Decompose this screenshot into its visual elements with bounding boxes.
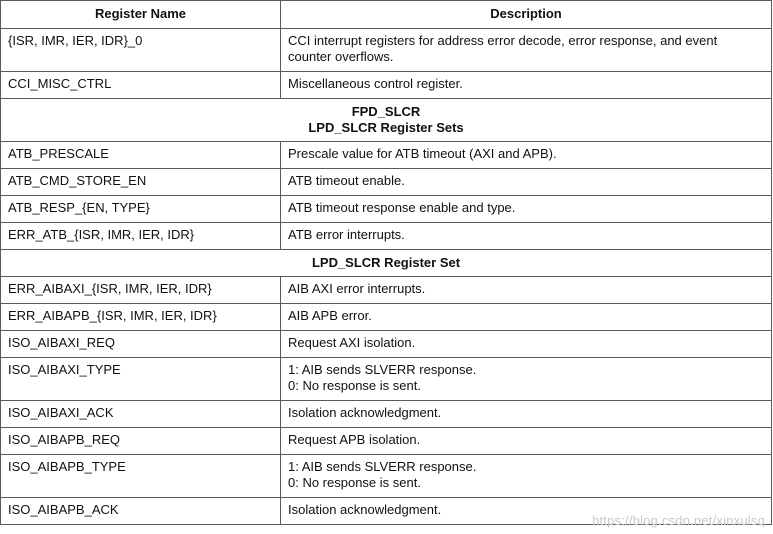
description-cell xyxy=(281,277,772,304)
description-cell xyxy=(281,196,772,223)
description-cell xyxy=(281,169,772,196)
description-line: 1: AIB sends SLVERR response. xyxy=(288,459,477,474)
description-line: 0: No response is sent. xyxy=(288,378,421,393)
register-name-cell: ERR_ATB_{ISR, IMR, IER, IDR} xyxy=(1,223,281,250)
description-cell xyxy=(281,142,772,169)
header-description: Description xyxy=(281,1,772,29)
register-name-cell: ISO_AIBAPB_ACK xyxy=(1,498,281,525)
description-line: 0: No response is sent. xyxy=(288,475,421,490)
description-line: AIB APB error. xyxy=(288,308,372,323)
description-cell xyxy=(281,304,772,331)
description-line: Miscellaneous control register. xyxy=(288,76,463,91)
description-line: Prescale value for ATB timeout (AXI and APB). xyxy=(288,146,557,161)
section-title-line: FPD_SLCR xyxy=(351,104,421,119)
table-row xyxy=(1,358,772,401)
description-cell xyxy=(281,331,772,358)
section-title xyxy=(1,99,772,142)
table-row xyxy=(1,455,772,498)
section-header-row xyxy=(1,99,772,142)
register-name-cell: ERR_AIBAPB_{ISR, IMR, IER, IDR} xyxy=(1,304,281,331)
description-cell xyxy=(281,401,772,428)
table-body xyxy=(1,29,772,525)
register-name-cell: ATB_CMD_STORE_EN xyxy=(1,169,281,196)
section-title xyxy=(1,250,772,277)
section-title-line: LPD_SLCR Register Set xyxy=(311,255,461,270)
table-row xyxy=(1,169,772,196)
table-row xyxy=(1,331,772,358)
header-register-name: Register Name xyxy=(1,1,281,29)
register-name-cell: ATB_RESP_{EN, TYPE} xyxy=(1,196,281,223)
register-name-cell: CCI_MISC_CTRL xyxy=(1,72,281,99)
description-line: Isolation acknowledgment. xyxy=(288,502,442,517)
watermark: https://blog.csdn.net/xinxulsq xyxy=(592,513,765,528)
table-row xyxy=(1,72,772,99)
description-cell xyxy=(281,428,772,455)
description-line: 1: AIB sends SLVERR response. xyxy=(288,362,477,377)
description-line: AIB AXI error interrupts. xyxy=(288,281,426,296)
description-cell xyxy=(281,72,772,99)
register-name-cell: {ISR, IMR, IER, IDR}_0 xyxy=(1,29,281,72)
description-line: ATB error interrupts. xyxy=(288,227,405,242)
register-name-cell: ISO_AIBAPB_TYPE xyxy=(1,455,281,498)
table-row xyxy=(1,428,772,455)
register-name-cell: ERR_AIBAXI_{ISR, IMR, IER, IDR} xyxy=(1,277,281,304)
register-name-cell: ISO_AIBAXI_REQ xyxy=(1,331,281,358)
description-cell xyxy=(281,223,772,250)
description-line: Request APB isolation. xyxy=(288,432,421,447)
section-header-row xyxy=(1,250,772,277)
description-cell xyxy=(281,455,772,498)
table-row xyxy=(1,277,772,304)
register-name-cell: ISO_AIBAXI_TYPE xyxy=(1,358,281,401)
table-row xyxy=(1,304,772,331)
header-row xyxy=(1,1,772,29)
description-line: Isolation acknowledgment. xyxy=(288,405,442,420)
description-cell xyxy=(281,358,772,401)
register-name-cell: ISO_AIBAPB_REQ xyxy=(1,428,281,455)
description-line: CCI interrupt registers for address error decode, error response, and event counter overflows. xyxy=(288,33,718,64)
description-line: ATB timeout enable. xyxy=(288,173,405,188)
table-row xyxy=(1,196,772,223)
table-row xyxy=(1,29,772,72)
table-row xyxy=(1,142,772,169)
table-row xyxy=(1,223,772,250)
description-line: Request AXI isolation. xyxy=(288,335,416,350)
description-cell xyxy=(281,29,772,72)
table-row xyxy=(1,401,772,428)
description-line: ATB timeout response enable and type. xyxy=(288,200,516,215)
section-title-line: LPD_SLCR Register Sets xyxy=(308,120,464,135)
register-name-cell: ISO_AIBAXI_ACK xyxy=(1,401,281,428)
register-name-cell: ATB_PRESCALE xyxy=(1,142,281,169)
